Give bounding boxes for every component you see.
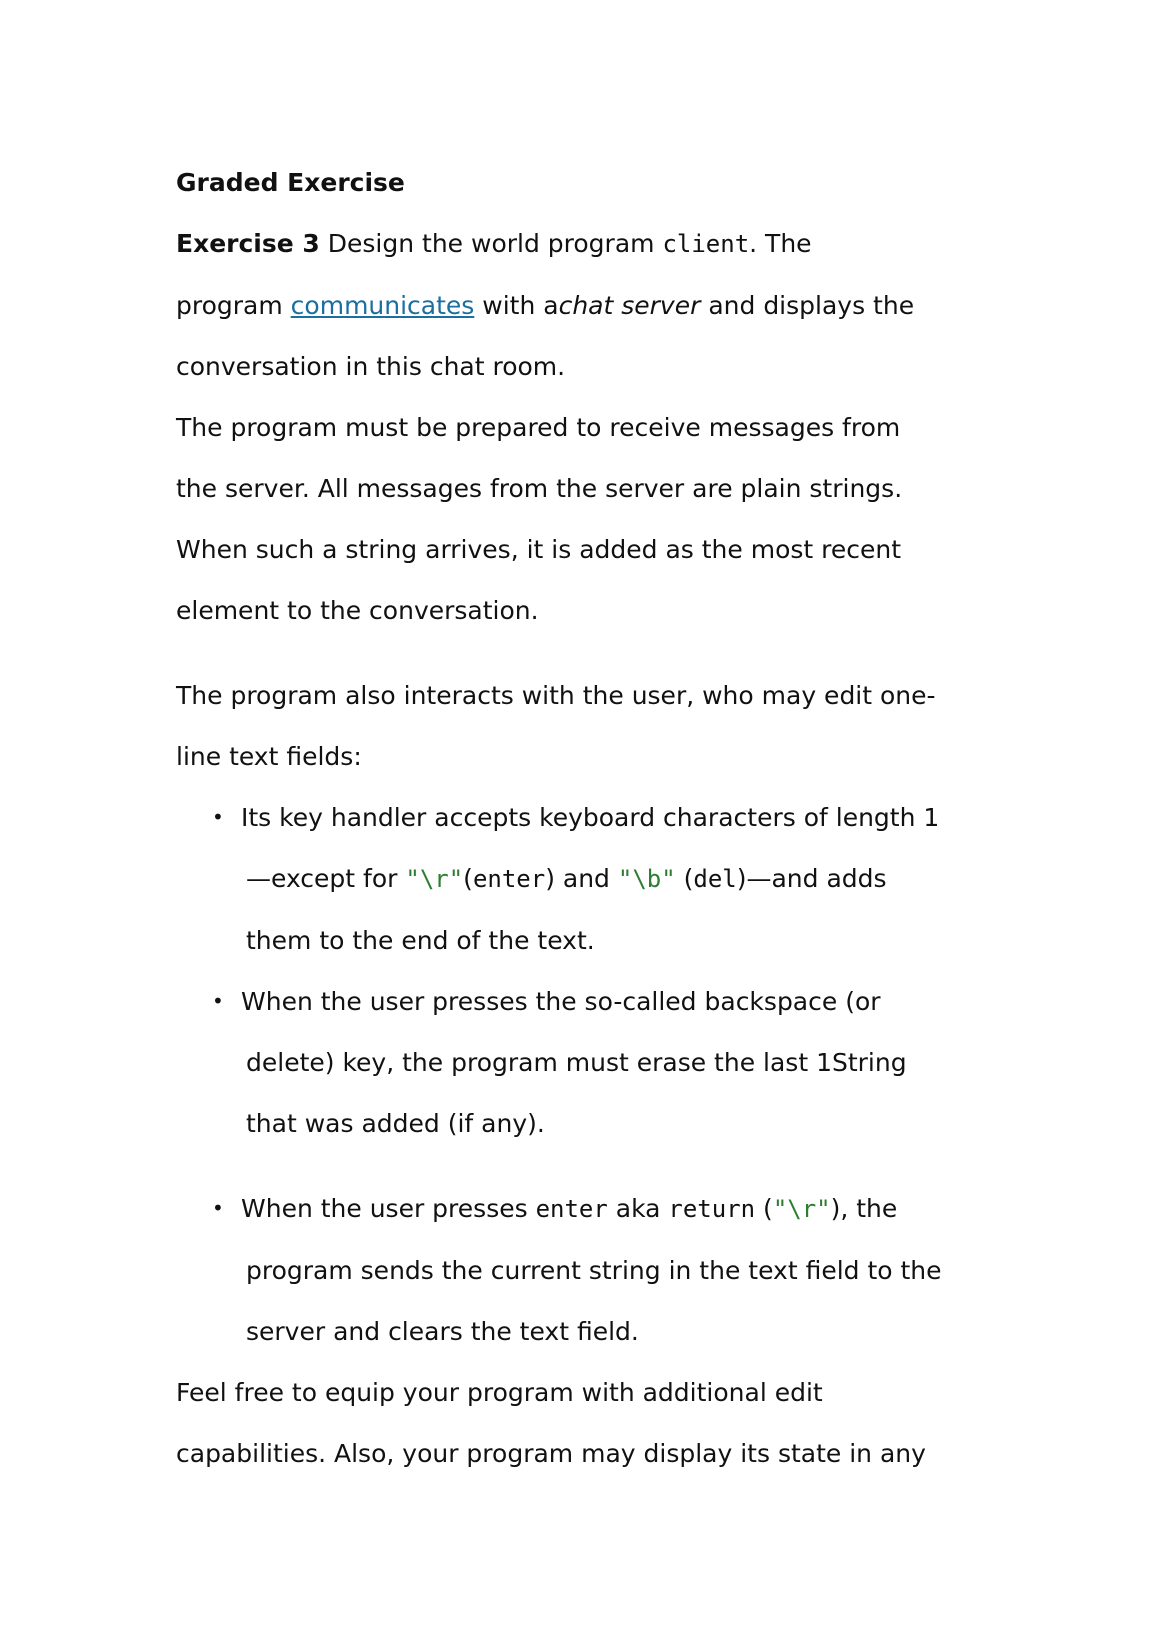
text-line: server and clears the text field. [246, 1317, 639, 1346]
text-line: When the user presses the so-called backspace (or [241, 987, 881, 1016]
code-enter: enter [472, 865, 546, 893]
server-messages-paragraph [176, 397, 1016, 641]
section-heading: Graded Exercise [176, 168, 405, 197]
text-line: When the user presses enter aka return ("\r"), the [241, 1194, 898, 1223]
code-del: del [693, 865, 737, 893]
text-line: line text fields: [176, 742, 362, 771]
text-line: program sends the current string in the text field to the [246, 1256, 942, 1285]
text-line: Its key handler accepts keyboard characters of length 1 [241, 803, 940, 832]
bullet-list [176, 787, 1016, 1362]
exercise-label: Exercise 3 [176, 229, 320, 258]
code-enter-char: "\r" [405, 865, 464, 893]
text-line: The program also interacts with the user, who may edit one- [176, 681, 936, 710]
text-line: conversation in this chat room. [176, 352, 566, 381]
code-backspace-char: "\b" [617, 865, 676, 893]
text-line: —except for "\r"(enter) and "\b" (del)—and adds [246, 864, 887, 893]
communicates-link[interactable]: communicates [290, 291, 475, 320]
bullet-icon: • [212, 1196, 224, 1220]
bullet-icon: • [212, 989, 224, 1013]
text-line: them to the end of the text. [246, 926, 595, 955]
text-line: that was added (if any). [246, 1109, 545, 1138]
text-line: Exercise 3 Design the world program client. The [176, 229, 812, 258]
bullet-icon: • [212, 805, 224, 829]
text-line: program communicates with achat server and displays the [176, 291, 915, 320]
text-line: element to the conversation. [176, 596, 539, 625]
code-return: return [668, 1195, 756, 1223]
user-interaction-paragraph [176, 665, 1016, 787]
list-item [176, 787, 1016, 971]
document-page [176, 152, 1016, 1484]
text-line: Feel free to equip your program with additional edit [176, 1378, 823, 1407]
text-line: capabilities. Also, your program may display its state in any [176, 1439, 926, 1468]
closing-paragraph [176, 1362, 1016, 1484]
code-enter: enter [535, 1195, 608, 1223]
text-line: delete) key, the program must erase the last 1String [246, 1048, 907, 1077]
list-item [176, 971, 1016, 1154]
text-line: When such a string arrives, it is added as the most recent [176, 535, 902, 564]
text-line: The program must be prepared to receive messages from [176, 413, 901, 442]
exercise-paragraph [176, 213, 1016, 397]
chat-server-term: chat server [558, 291, 701, 320]
code-client: client [662, 230, 750, 258]
text-line: the server. All messages from the server are plain strings. [176, 474, 903, 503]
list-item [176, 1178, 1016, 1362]
code-enter-char: "\r" [772, 1195, 831, 1223]
